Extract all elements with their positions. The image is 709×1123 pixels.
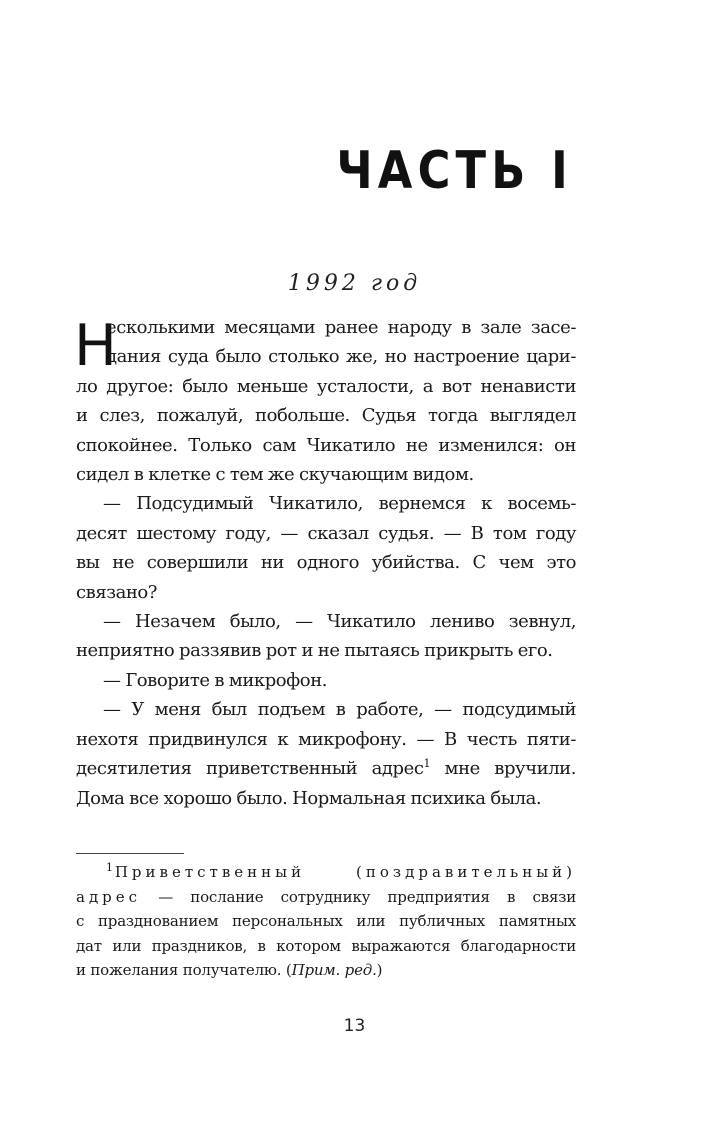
paragraph [76,313,576,489]
footnote-marker: 1 [106,861,113,874]
text-line: спокойнее. Только сам Чикатило не изменился: он [76,434,576,456]
text-line: — Говорите в микрофон. [103,669,328,691]
text-line: связано? [76,581,158,603]
drop-cap: Н [74,313,117,379]
text-line: неприятно раззявив рот и не пытаясь прикрыть его. [76,640,553,662]
paragraph [76,666,576,695]
part-title: ЧАСТЬ I [336,141,573,201]
text-line: — У меня был подъем в работе, — подсудимый [103,699,576,721]
footnote-divider [76,853,184,854]
footnote-line: и пожелания получателю. (Прим. ред.) [76,961,383,979]
text-line: вы не совершили ни одного убийства. С чем это [76,552,576,574]
text-line: — Незачем было, — Чикатило лениво зевнул, [103,611,576,633]
footnote-line: с празднованием персональных или публичных памятных [76,912,576,930]
editor-note: Прим. ред. [291,961,377,979]
text-line: сидел в клетке с тем же скучающим видом. [76,464,474,486]
text-line: Дома все хорошо было. Нормальная психика была. [76,787,542,809]
footnote-line: $^1$ Приветственный (поздравительный) [106,861,576,881]
footnote-line: дат или праздников, в котором выражаются благодарности [76,936,576,955]
text-line: ло другое: было меньше усталости, а вот ненависти [76,375,576,397]
text-line: нехотя придвинулся к микрофону. — В честь пяти- [76,728,576,750]
paragraph [76,695,576,813]
text-line: и слез, пожалуй, побольше. Судья тогда выглядел [76,405,576,427]
footnote-reference[interactable]: 1 [423,757,431,771]
body-text [76,313,576,813]
chapter-year: 1992 год [287,271,422,296]
footnote-line: адрес — послание сотруднику предприятия в связи [76,887,576,906]
text-line: десятилетия приветственный адрес$^1$ мне вручили. [76,757,576,780]
footnote [76,860,576,983]
text-line: — Подсудимый Чикатило, вернемся к восемь- [103,493,576,515]
text-line: есколькими месяцами ранее народу в зале засе- [106,317,576,338]
text-line: дания суда было столько же, но настроение цари- [106,346,576,368]
page-number: 13 [343,1016,366,1036]
paragraph [76,489,576,607]
paragraph [76,607,576,666]
text-line: десят шестому году, — сказал судья. — В том году [76,522,576,544]
